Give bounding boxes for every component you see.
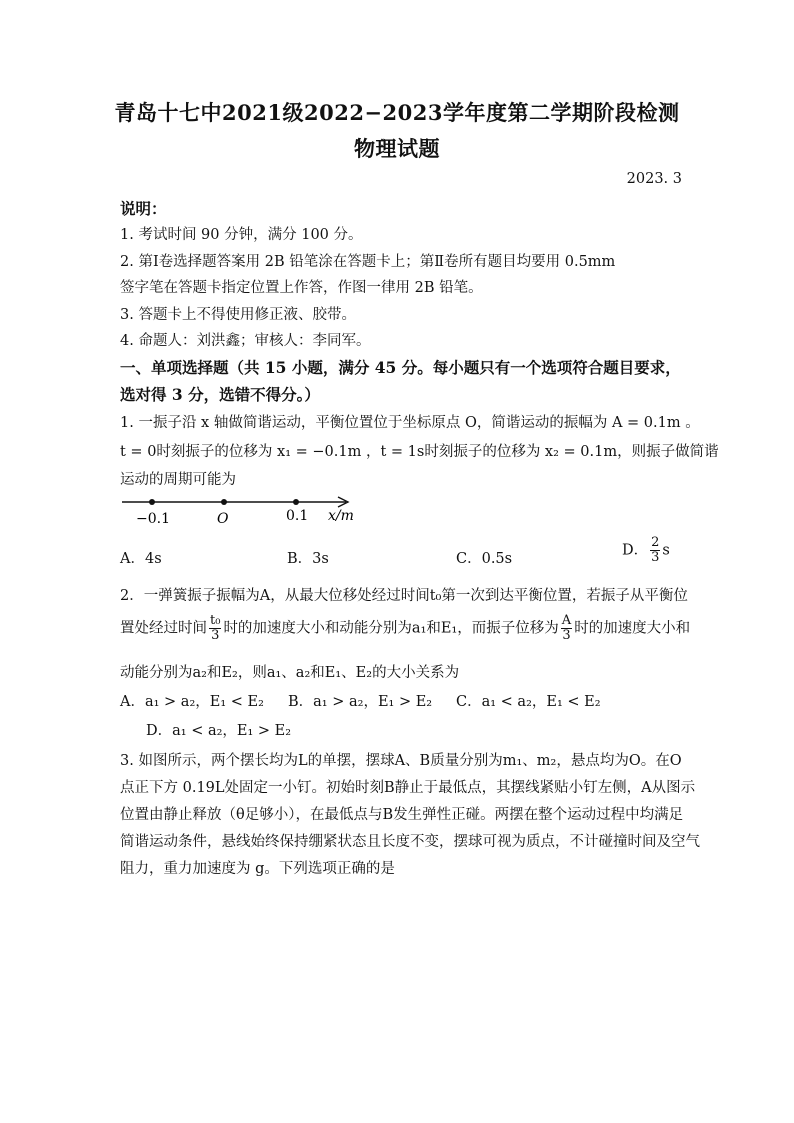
q2-option-a: A．a₁ > a₂，E₁ < E₂ [120,694,264,710]
axis-point-left [149,499,155,505]
q1-option-d-num: 2 [651,535,660,550]
q2-option-b: B．a₁ > a₂，E₁ > E₂ [288,694,433,710]
q3-line3: 位置由静止释放（θ足够小），在最低点与B发生弹性正碰。两摆在整个运动过程中均满足 [120,807,684,823]
q1-option-c: C．0.5s [456,551,513,567]
section-heading-line1: 一、单项选择题（共 15 小题，满分 45 分。每小题只有一个选项符合题目要求， [120,358,681,377]
q2-line1: 2．一弹簧振子振幅为A，从最大位移处经过时间t₀第一次到达平衡位置，若振子从平衡位 [120,588,688,604]
note-4: 4. 命题人：刘洪鑫；审核人：李同军。 [120,333,371,349]
exam-subtitle: 物理试题 [354,136,440,161]
q1-option-d-label: D． [622,542,649,559]
q2-fraction-disp-num: A [561,613,572,628]
section-heading-line2: 选对得 3 分，选错不得分。） [120,385,320,404]
q2-line2-c: 时的加速度大小和 [574,620,691,637]
note-1: 1. 考试时间 90 分钟，满分 100 分。 [120,227,363,243]
q2-fraction-disp [561,614,572,643]
q1-axis-figure [118,490,368,530]
note-3: 3. 答题卡上不得使用修正液、胶带。 [120,307,356,323]
exam-date: 2023. 3 [626,171,682,187]
q3-line2: 点正下方 0.19L处固定一小钉。初始时刻B静止于最低点，其摆线紧贴小钉左侧，A从图示 [120,780,696,796]
q1-line2: t = 0时刻振子的位移为 x₁ = −0.1m ，t = 1s时刻振子的位移为 x₂ = 0.1m，则振子做简谐 [120,444,719,460]
q1-line3: 运动的周期可能为 [120,472,236,488]
note-2b: 签字笔在答题卡指定位置上作答，作图一律用 2B 铅笔。 [120,280,483,296]
q2-fraction-disp-den: 3 [562,628,571,643]
q2-option-d: D．a₁ < a₂，E₁ > E₂ [146,723,292,739]
q1-option-d-unit: s [662,542,670,559]
q2-fraction-time [209,614,221,643]
notes-heading: 说明： [120,199,167,218]
axis-point-origin [221,499,227,505]
q2-fraction-time-den: 3 [211,628,220,643]
exam-title: 青岛十七中2021级2022−2023学年度第二学期阶段检测 [114,100,680,125]
q2-fraction-time-num: t₀ [210,613,221,628]
axis-label-left: −0.1 [136,511,170,527]
q2-line2-b: 时的加速度大小和动能分别为a₁和E₁，而振子位移为 [223,620,559,637]
q1-option-b: B．3s [287,551,329,567]
axis-label-unit: x/m [328,508,354,524]
q1-option-d [622,536,670,565]
note-2a: 2. 第Ⅰ卷选择题答案用 2B 铅笔涂在答题卡上；第Ⅱ卷所有题目均要用 0.5mm [120,254,616,270]
q3-line5: 阻力，重力加速度为 g。下列选项正确的是 [120,861,395,877]
q3-line1: 3. 如图所示，两个摆长均为L的单摆，摆球A、B质量分别为m₁、m₂，悬点均为O。在O [120,753,682,769]
axis-label-origin: O [217,511,229,527]
q2-line2-a: 置处经过时间 [120,620,207,637]
axis-label-right: 0.1 [286,508,309,524]
q1-option-d-fraction [650,536,660,565]
q2-option-c: C．a₁ < a₂，E₁ < E₂ [456,694,601,710]
axis-point-right [293,499,299,505]
q1-line1: 1. 一振子沿 x 轴做简谐运动，平衡位置位于坐标原点 O，简谐运动的振幅为 A = 0.1m 。 [120,415,700,431]
q1-option-a: A．4s [120,551,162,567]
q3-line4: 简谐运动条件，悬线始终保持绷紧状态且长度不变，摆球可视为质点，不计碰撞时间及空气 [120,834,700,850]
q2-line3: 动能分别为a₂和E₂，则a₁、a₂和E₁、E₂的大小关系为 [120,665,460,681]
q1-option-d-den: 3 [651,550,660,565]
q2-line2 [120,614,690,643]
